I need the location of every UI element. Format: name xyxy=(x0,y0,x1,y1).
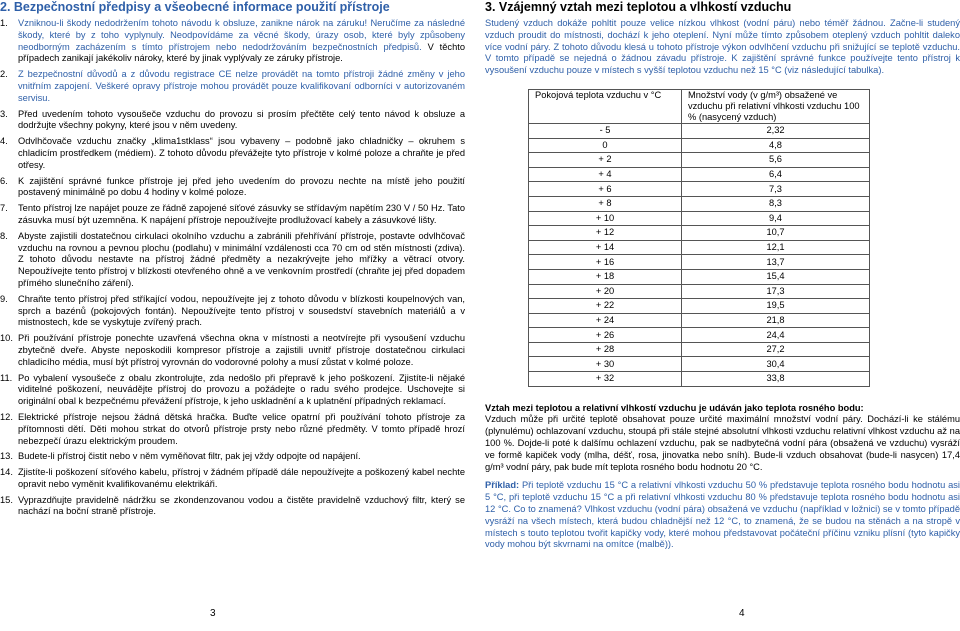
table-body xyxy=(529,123,870,386)
cell-temperature: + 28 xyxy=(529,342,682,357)
cell-water: 13,7 xyxy=(682,255,870,270)
item-number: 1. xyxy=(0,18,8,28)
cell-water: 33,8 xyxy=(682,372,870,387)
col-header-temperature: Pokojová teplota vzduchu v °C xyxy=(529,89,682,123)
item-text-black: Zjistíte-li poškození síťového kabelu, přístroj v žádném případě dále nepoužívejte a poškozený kabel nechte opravit nebo vyměnit kvalifikovanému elektrikáři. xyxy=(18,467,465,489)
table-row xyxy=(529,299,870,314)
item-text-black: Před uvedením tohoto vysoušeče vzduchu do provozu si prosím přečtěte celý tento návod k obsluze a dodržujte všechny pokyny, které jsou v něm uvedeny. xyxy=(18,108,465,131)
relation-heading: Vztah mezi teplotou a relativní vlhkostí vzduchu je udáván jako teplota rosného bodu: xyxy=(485,402,864,413)
cell-temperature: + 32 xyxy=(529,372,682,387)
item-text-black: Odvlhčovače vzduchu značky „klima1stklass“ jsou vybaveny – podobně jako chladničky – okruhem s chladicím prostředkem (médiem). Z tohoto důvodu převážejte tyto přístroje v kolmé poloze a chraňte je před otřesy. xyxy=(18,136,465,170)
list-item xyxy=(0,373,465,408)
cell-temperature: + 6 xyxy=(529,182,682,197)
item-text xyxy=(18,203,465,227)
cell-water: 5,6 xyxy=(682,153,870,168)
item-number: 11. xyxy=(0,372,13,383)
cell-temperature: + 22 xyxy=(529,299,682,314)
section-title-safety: 2. Bezpečnostní předpisy a všeobecné informace použití přístroje xyxy=(0,0,390,14)
item-text-black: Tento přístroj lze napájet pouze ze řádně zapojené síťové zásuvky se střídavým napětím 230 V / 50 Hz. Tato zásuvka musí být uzemněna. K napájení přístroje nepoužívejte prodlužovací kabely a zásuvkové lišty. xyxy=(18,203,465,225)
list-item xyxy=(0,109,465,133)
item-text-black: Abyste zajistili dostatečnou cirkulaci okolního vzduchu a zabránili přehřívání přístroje, postavte odvlhčovač vzduchu na rovnou a pevnou plochu (podlahu) v minimální vzdálenosti cca 70 cm od stěn místnosti (zdiva). Z tohoto důvodu nestavte na přístroj žádné předměty a nezakrývejte jeho mřížky a větrací otvory. Nepoužívejte tento přístroj v blízkosti otevřeného ohně a ve venkovním prostředí (chraňte jej před dopadem přímého slunečního záření). xyxy=(18,230,465,288)
item-text-black: V těchto případech zanikají jakékoliv nároky, které by jinak vyplývaly ze záruky přístroje. xyxy=(18,41,465,64)
table-row xyxy=(529,269,870,284)
item-text xyxy=(18,176,465,200)
example-paragraph xyxy=(485,480,960,551)
cell-temperature: + 10 xyxy=(529,211,682,226)
cell-water: 19,5 xyxy=(682,299,870,314)
item-text-black: Elektrické přístroje nejsou žádná dětská hračka. Buďte velice opatrní při používání tohoto přístroje za přítomnosti dětí. Děti mohou strkat do otvorů přístroje prsty nebo různé předměty. V tomto případě hrozí nebezpečí úrazu elektrickým proudem. xyxy=(18,411,465,446)
item-number: 9. xyxy=(0,293,8,304)
item-text-blue: Z bezpečnostní důvodů a z důvodu registrace CE nelze provádět na tomto přístroji žádné změny v jeho vnitřním zapojení. Veškeré opravy přístroje mohou provádět pouze kvalifikovaní odborníci v autorizovaném servisu. xyxy=(18,69,465,103)
cell-water: 12,1 xyxy=(682,240,870,255)
intro-paragraph: Studený vzduch dokáže pohltit pouze velice nízkou vlhkost (vodní páru) nebo téměř žádnou. Začne-li studený vzduch proudit do místnosti, dochází k jeho oteplení. Nyní může tímto způsobem oteplený vzduch pohltit daleko více vodní páry. Z tohoto důvodu klesá u tohoto přístroje výkon odvlhčení vzduchu při snižující se teplotě vzduchu. V tomto případě se nejedná o žádnou závadu přístroje. K zajištění správné funkce používejte tento přístroj k vysoušení vzduchu pouze v místech s vyšší teplotou vzduchu než 15 °C (viz následující tabulka). xyxy=(485,18,960,76)
safety-list xyxy=(0,18,465,518)
table-row xyxy=(529,328,870,343)
page-number-left: 3 xyxy=(210,608,216,619)
list-item xyxy=(0,451,465,463)
table-row xyxy=(529,153,870,168)
table-row xyxy=(529,313,870,328)
table-row xyxy=(529,167,870,182)
cell-water: 30,4 xyxy=(682,357,870,372)
cell-water: 21,8 xyxy=(682,313,870,328)
cell-water: 10,7 xyxy=(682,226,870,241)
cell-water: 17,3 xyxy=(682,284,870,299)
table-row xyxy=(529,138,870,153)
list-item xyxy=(0,203,465,227)
cell-temperature: + 12 xyxy=(529,226,682,241)
item-number: 13. xyxy=(0,451,13,462)
cell-water: 2,32 xyxy=(682,123,870,138)
cell-water: 7,3 xyxy=(682,182,870,197)
list-item xyxy=(0,136,465,171)
cell-temperature: + 24 xyxy=(529,313,682,328)
cell-temperature: + 20 xyxy=(529,284,682,299)
item-number: 2. xyxy=(0,69,8,80)
list-item xyxy=(0,231,465,290)
list-item xyxy=(0,294,465,329)
example-text: Při teplotě vzduchu 15 °C a relativní vlhkosti vzduchu 50 % představuje teplota rosného bodu hodnotu asi 5 °C, při teplotě vzduchu 15 °C a při relativní vlhkosti vzduchu 80 % představuje teplota rosného bodu hodnotu asi 12 °C. Co to znamená? Vlhkost vzduchu (vodní pára) obsažená ve vzduchu (například v ložnici) se v tomto případě vysráží na všech místech, která budou chladnější než 12 °C, to znamená, že se budou na stěnách a na stropě v místech s touto teplotou tvořit kapičky vody, které mohou představovat počáteční příčinu vzniku plísní (tyto kapičky vody mohou být skvrnami na omítce (malbě)). xyxy=(485,480,960,550)
cell-water: 27,2 xyxy=(682,342,870,357)
table-row xyxy=(529,255,870,270)
section-title-humidity: 3. Vzájemný vztah mezi teplotou a vlhkostí vzduchu xyxy=(485,0,792,14)
list-item xyxy=(0,176,465,200)
item-text xyxy=(18,294,465,329)
cell-water: 4,8 xyxy=(682,138,870,153)
list-item xyxy=(0,18,465,65)
table-row xyxy=(529,372,870,387)
item-text xyxy=(18,373,465,408)
cell-water: 24,4 xyxy=(682,328,870,343)
item-text-black: Budete-li přístroj čistit nebo v něm vyměňovat filtr, pak jej vždy odpojte od napájení. xyxy=(18,451,361,462)
item-number: 15. xyxy=(0,494,13,505)
item-text-black: Chraňte tento přístroj před stříkající vodou, nepoužívejte jej z tohoto důvodu v blízkosti koupelnových van, sprch a bazénů (pokojových fontán). Nepoužívejte tento přístroj v sousedství stavebních materiálů a v mistnostech, kde se vyskytuje zvířený prach. xyxy=(18,293,465,328)
cell-temperature: + 18 xyxy=(529,269,682,284)
col-header-water: Množství vody (v g/m³) obsažené ve vzduchu při relativní vlhkosti vzduchu 100 % (nasycený vzduch) xyxy=(682,89,870,123)
item-text xyxy=(18,136,465,171)
item-text xyxy=(18,231,465,290)
item-text-black: Vyprazdňujte pravidelně nádržku se zkondenzovanou vodou a čistěte pravidelně vzduchový filtr, který se nachází na boční straně přístroje. xyxy=(18,494,465,517)
cell-temperature: + 2 xyxy=(529,153,682,168)
page-number-right: 4 xyxy=(739,608,745,619)
table-row xyxy=(529,211,870,226)
cell-temperature: + 26 xyxy=(529,328,682,343)
item-text xyxy=(18,18,465,65)
table-row xyxy=(529,123,870,138)
cell-water: 6,4 xyxy=(682,167,870,182)
cell-temperature: + 16 xyxy=(529,255,682,270)
item-text xyxy=(18,333,465,368)
table-row xyxy=(529,284,870,299)
right-page xyxy=(485,0,960,551)
table-row xyxy=(529,240,870,255)
list-item xyxy=(0,412,465,447)
table-row xyxy=(529,196,870,211)
table-row xyxy=(529,182,870,197)
cell-temperature: 0 xyxy=(529,138,682,153)
cell-water: 8,3 xyxy=(682,196,870,211)
cell-water: 15,4 xyxy=(682,269,870,284)
cell-temperature: - 5 xyxy=(529,123,682,138)
item-text xyxy=(18,109,465,133)
item-number: 14. xyxy=(0,467,13,478)
table-row xyxy=(529,342,870,357)
cell-temperature: + 4 xyxy=(529,167,682,182)
table-row xyxy=(529,226,870,241)
cell-water: 9,4 xyxy=(682,211,870,226)
item-text-black: Při používání přístroje ponechte uzavřená všechna okna v místnosti a neotvírejte při vysoušení vzduchu zbytečně dveře. Abyste neposkodili kompresor přístroje a zajistili uvnitř přístroje dostatečnou cirkulaci chladicího média, musí být přístroj vyrovnán do vodorovné polohy a musí zůstat v kolmé poloze. xyxy=(18,333,465,367)
item-text-black: Po vybalení vysoušeče z obalu zkontrolujte, zda nedošlo při přepravě k jeho poškození. Zjistíte-li nějaké viditelné poškození, neuvádějte přístroj do provozu a požádejte o radu svého prodejce. Uschovejte si originální obal k bezpečnému převážení přístroje, k jeho uskladnění a k uplatnění případných reklamací. xyxy=(18,372,465,407)
item-number: 6. xyxy=(0,175,8,186)
list-item xyxy=(0,495,465,519)
item-number: 3. xyxy=(0,108,8,119)
cell-temperature: + 30 xyxy=(529,357,682,372)
table-row xyxy=(529,357,870,372)
list-item xyxy=(0,69,465,104)
item-number: 12. xyxy=(0,411,13,422)
item-text-black: K zajištění správné funkce přístroje jej před jeho uvedením do provozu nechte na místě jeho použití postavený minimálně po dobu 4 hodiny v kolmé poloze. xyxy=(18,175,465,198)
humidity-table xyxy=(528,89,870,387)
item-text xyxy=(18,412,465,447)
item-number: 4. xyxy=(0,136,8,147)
item-text xyxy=(18,467,465,491)
left-page xyxy=(0,0,465,522)
cell-temperature: + 8 xyxy=(529,196,682,211)
relation-paragraph: Vzduch může při určité teplotě obsahovat pouze určité maximální množství vodní páry. Dochází-li ke stálému (plynulému) ochlazovaní vzduchu, stoupá při stále stejné absolutní vlhkosti vzduchu relativní vlhkost vzduchu až na 100 %. Dojde-li poté k dalšímu ochlazení vzduchu, pak se nadbytečná vodní pára (obsažená ve vzduchu) vysráží ve formě kapiček vody (mlha, déšť, rosa, jinovatka nebo sníh). Bude-li vzduch obsahovat (bude-li nasycen) 17,4 g/m³ vodní páry, pak bude mít teplota rosného bodu hodnotu 20 °C. xyxy=(485,414,960,472)
item-number: 7. xyxy=(0,203,8,214)
cell-temperature: + 14 xyxy=(529,240,682,255)
item-text xyxy=(18,69,465,104)
item-text-blue: Vzniknou-li škody nedodržením tohoto návodu k obsluze, zanikne nárok na záruku! Neručíme za následné škody, které by z toho vyplynuly. Neodpovídáme za věcné škody, úrazy osob, které byly způsobeny neodborným zacházením s tímto přístrojem nebo nedodržováním bezpečnostních předpisů. xyxy=(18,18,465,52)
list-item xyxy=(0,467,465,491)
item-text xyxy=(18,495,465,519)
item-number: 8. xyxy=(0,230,8,241)
list-item xyxy=(0,333,465,368)
item-number: 10. xyxy=(0,333,13,344)
item-text xyxy=(18,451,465,463)
example-label: Příklad: xyxy=(485,480,520,491)
